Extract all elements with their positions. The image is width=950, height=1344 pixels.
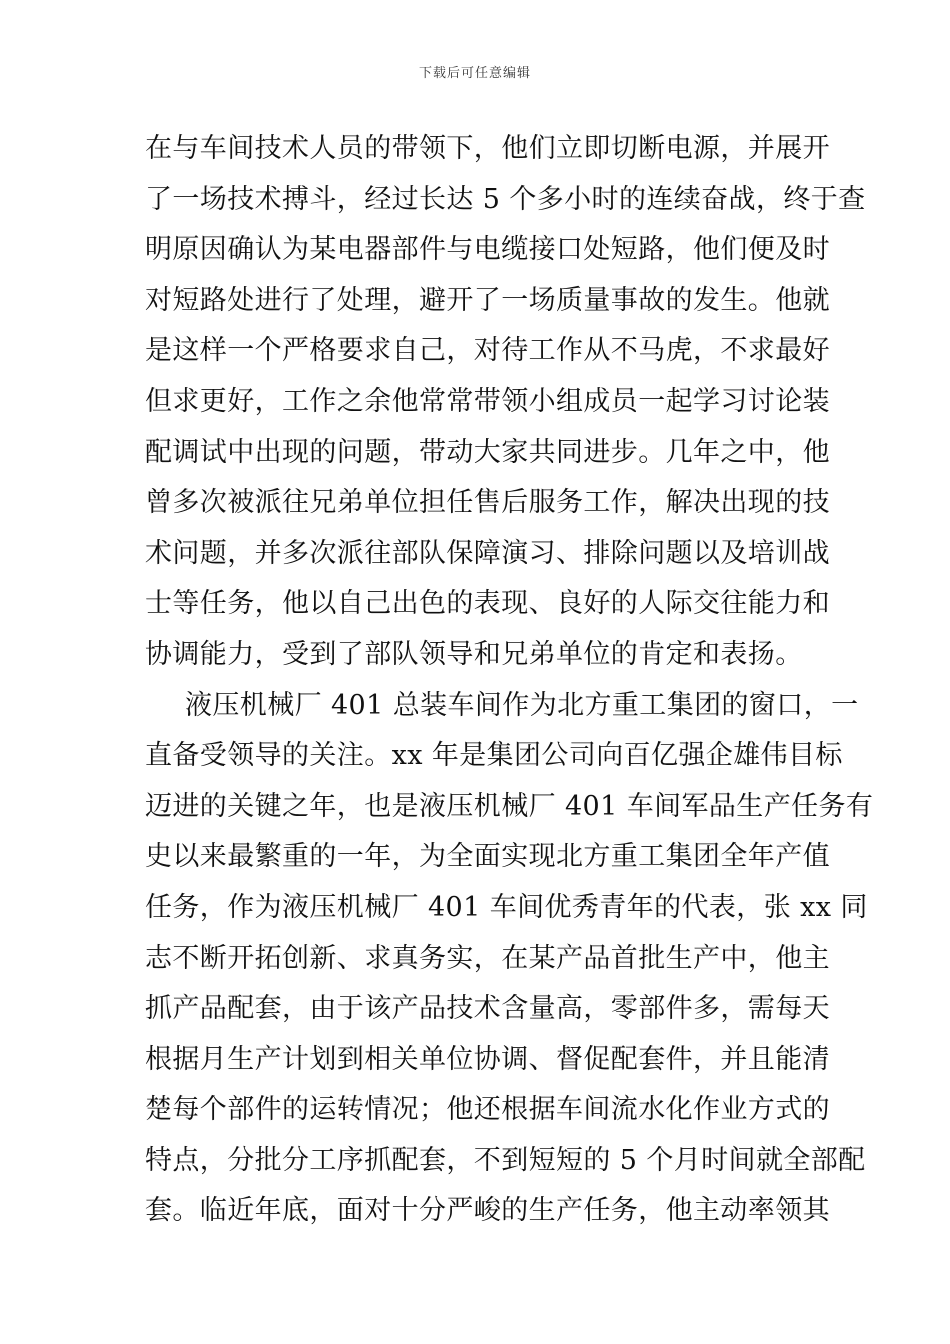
- text-line: 配调试中出现的问题，带动大家共同进步。几年之中，他: [145, 436, 830, 468]
- text-line: 史以来最繁重的一年，为全面实现北方重工集团全年产值: [145, 841, 830, 873]
- text-line: 协调能力，受到了部队领导和兄弟单位的肯定和表扬。: [145, 638, 803, 670]
- text-line: 根据月生产计划到相关单位协调、督促配套件，并且能清: [145, 1043, 830, 1075]
- text-line: 士等任务，他以自己出色的表现、良好的人际交往能力和: [145, 588, 830, 620]
- body-text: [145, 124, 874, 1237]
- text-line: 迈进的关键之年，也是液压机械厂 401 车间军品生产任务有: [145, 790, 874, 822]
- text-line: 套。临近年底，面对十分严峻的生产任务，他主动率领其: [145, 1195, 830, 1227]
- text-line: 术问题，并多次派往部队保障演习、排除问题以及培训战: [145, 537, 830, 569]
- paragraph-start-line: 液压机械厂 401 总装车间作为北方重工集团的窗口，一: [185, 689, 859, 721]
- text-line: 明原因确认为某电器部件与电缆接口处短路，他们便及时: [145, 234, 830, 266]
- text-line: 直备受领导的关注。xx 年是集团公司向百亿强企雄伟目标: [145, 740, 843, 772]
- text-line: 任务，作为液压机械厂 401 车间优秀青年的代表，张 xx 同: [145, 891, 868, 923]
- text-line: 楚每个部件的运转情况；他还根据车间流水化作业方式的: [145, 1094, 830, 1126]
- text-line: 是这样一个严格要求自己，对待工作从不马虎，不求最好: [145, 335, 830, 367]
- text-line: 在与车间技术人员的带领下，他们立即切断电源，并展开: [145, 133, 830, 164]
- text-line: 特点，分批分工序抓配套，不到短短的 5 个月时间就全部配: [145, 1144, 866, 1176]
- header-note: 下载后可任意编辑: [418, 66, 531, 81]
- text-line: 了一场技术搏斗，经过长达 5 个多小时的连续奋战，终于查: [145, 183, 866, 215]
- text-line: 曾多次被派往兄弟单位担任售后服务工作，解决出现的技: [145, 487, 830, 519]
- text-line: 对短路处进行了处理，避开了一场质量事故的发生。他就: [145, 284, 830, 316]
- text-line: 抓产品配套，由于该产品技术含量高，零部件多，需每天: [145, 993, 830, 1025]
- text-line: 志不断开拓创新、求真务实，在某产品首批生产中，他主: [145, 942, 830, 974]
- text-line: 但求更好，工作之余他常常带领小组成员一起学习讨论装: [145, 385, 830, 417]
